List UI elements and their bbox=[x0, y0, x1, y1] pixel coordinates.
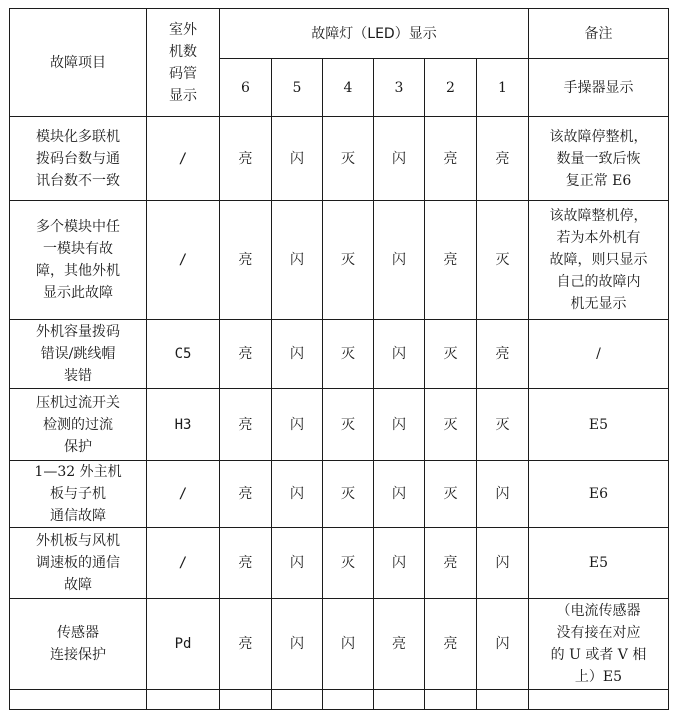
led-6-state: 亮 bbox=[220, 201, 272, 320]
table-row bbox=[10, 117, 669, 201]
table-row bbox=[10, 320, 669, 389]
digital-tube-code-cell: / bbox=[147, 201, 220, 320]
table-row bbox=[10, 201, 669, 320]
led-4-state: 灭 bbox=[323, 201, 374, 320]
remark-cell: 该故障整机停， 若为本外机有 故障，则只显示 自己的故障内 机无显示 bbox=[529, 201, 669, 320]
led-6-state: 亮 bbox=[220, 461, 272, 528]
led-5-state: 闪 bbox=[272, 201, 323, 320]
led-3-state: 亮 bbox=[374, 599, 425, 690]
led-4-state: 灭 bbox=[323, 389, 374, 461]
led-2-state: 亮 bbox=[425, 599, 477, 690]
table-row-partial bbox=[10, 690, 669, 710]
led-5-state: 闪 bbox=[272, 389, 323, 461]
led-4-state: 灭 bbox=[323, 320, 374, 389]
led-6-state: 亮 bbox=[220, 528, 272, 599]
header-led-3: 3 bbox=[374, 59, 425, 117]
digital-tube-code-cell: H3 bbox=[147, 389, 220, 461]
header-outdoor-digital-tube: 室外 机数 码管 显示 bbox=[147, 9, 220, 117]
led-5-state: 闪 bbox=[272, 461, 323, 528]
table-row bbox=[10, 528, 669, 599]
header-led-4: 4 bbox=[323, 59, 374, 117]
table-row bbox=[10, 599, 669, 690]
fault-item-cell: 传感器 连接保护 bbox=[10, 599, 147, 690]
led-4-state: 灭 bbox=[323, 461, 374, 528]
fault-item-cell: 外机板与风机 调速板的通信 故障 bbox=[10, 528, 147, 599]
led-4-state: 灭 bbox=[323, 117, 374, 201]
led-6-state: 亮 bbox=[220, 599, 272, 690]
led-4-state: 闪 bbox=[323, 599, 374, 690]
remark-cell: E5 bbox=[529, 528, 669, 599]
led-2-state: 灭 bbox=[425, 389, 477, 461]
led-3-state: 闪 bbox=[374, 320, 425, 389]
fault-item-cell: 多个模块中任 一模块有故 障，其他外机 显示此故障 bbox=[10, 201, 147, 320]
led-3-state: 闪 bbox=[374, 201, 425, 320]
table-row bbox=[10, 461, 669, 528]
header-remote-display: 手操器显示 bbox=[529, 59, 669, 117]
led-3-state: 闪 bbox=[374, 117, 425, 201]
led-6-state: 亮 bbox=[220, 117, 272, 201]
remark-cell: 该故障停整机， 数量一致后恢 复正常 E6 bbox=[529, 117, 669, 201]
header-led-display: 故障灯（LED）显示 bbox=[220, 9, 529, 59]
led-1-state: 闪 bbox=[477, 599, 529, 690]
led-5-state: 闪 bbox=[272, 117, 323, 201]
led-2-state: 亮 bbox=[425, 201, 477, 320]
fault-item-cell: 1—32 外主机 板与子机 通信故障 bbox=[10, 461, 147, 528]
led-5-state: 闪 bbox=[272, 320, 323, 389]
led-5-state: 闪 bbox=[272, 528, 323, 599]
header-led-2: 2 bbox=[425, 59, 477, 117]
led-2-state: 灭 bbox=[425, 320, 477, 389]
remark-cell: E5 bbox=[529, 389, 669, 461]
header-row-1 bbox=[10, 9, 669, 59]
led-1-state: 闪 bbox=[477, 461, 529, 528]
led-4-state: 灭 bbox=[323, 528, 374, 599]
digital-tube-code-cell: Pd bbox=[147, 599, 220, 690]
led-1-state: 闪 bbox=[477, 528, 529, 599]
remark-cell: （电流传感器 没有接在对应 的 U 或者 V 相 上）E5 bbox=[529, 599, 669, 690]
header-led-1: 1 bbox=[477, 59, 529, 117]
led-5-state: 闪 bbox=[272, 599, 323, 690]
fault-code-table bbox=[9, 8, 669, 710]
digital-tube-code-cell: C5 bbox=[147, 320, 220, 389]
digital-tube-code-cell: / bbox=[147, 117, 220, 201]
led-6-state: 亮 bbox=[220, 320, 272, 389]
header-led-5: 5 bbox=[272, 59, 323, 117]
fault-item-cell: 外机容量拨码 错误/跳线帽 装错 bbox=[10, 320, 147, 389]
led-6-state: 亮 bbox=[220, 389, 272, 461]
remark-cell: E6 bbox=[529, 461, 669, 528]
header-remark: 备注 bbox=[529, 9, 669, 59]
led-1-state: 灭 bbox=[477, 201, 529, 320]
led-2-state: 亮 bbox=[425, 528, 477, 599]
led-3-state: 闪 bbox=[374, 461, 425, 528]
digital-tube-code-cell: / bbox=[147, 461, 220, 528]
header-led-6: 6 bbox=[220, 59, 272, 117]
led-3-state: 闪 bbox=[374, 528, 425, 599]
remark-cell: / bbox=[529, 320, 669, 389]
led-2-state: 亮 bbox=[425, 117, 477, 201]
led-1-state: 亮 bbox=[477, 117, 529, 201]
led-1-state: 亮 bbox=[477, 320, 529, 389]
header-fault-item: 故障项目 bbox=[10, 9, 147, 117]
fault-item-cell: 压机过流开关 检测的过流 保护 bbox=[10, 389, 147, 461]
fault-item-cell: 模块化多联机 拨码台数与通 讯台数不一致 bbox=[10, 117, 147, 201]
led-3-state: 闪 bbox=[374, 389, 425, 461]
led-1-state: 灭 bbox=[477, 389, 529, 461]
digital-tube-code-cell: / bbox=[147, 528, 220, 599]
table-row bbox=[10, 389, 669, 461]
led-2-state: 灭 bbox=[425, 461, 477, 528]
